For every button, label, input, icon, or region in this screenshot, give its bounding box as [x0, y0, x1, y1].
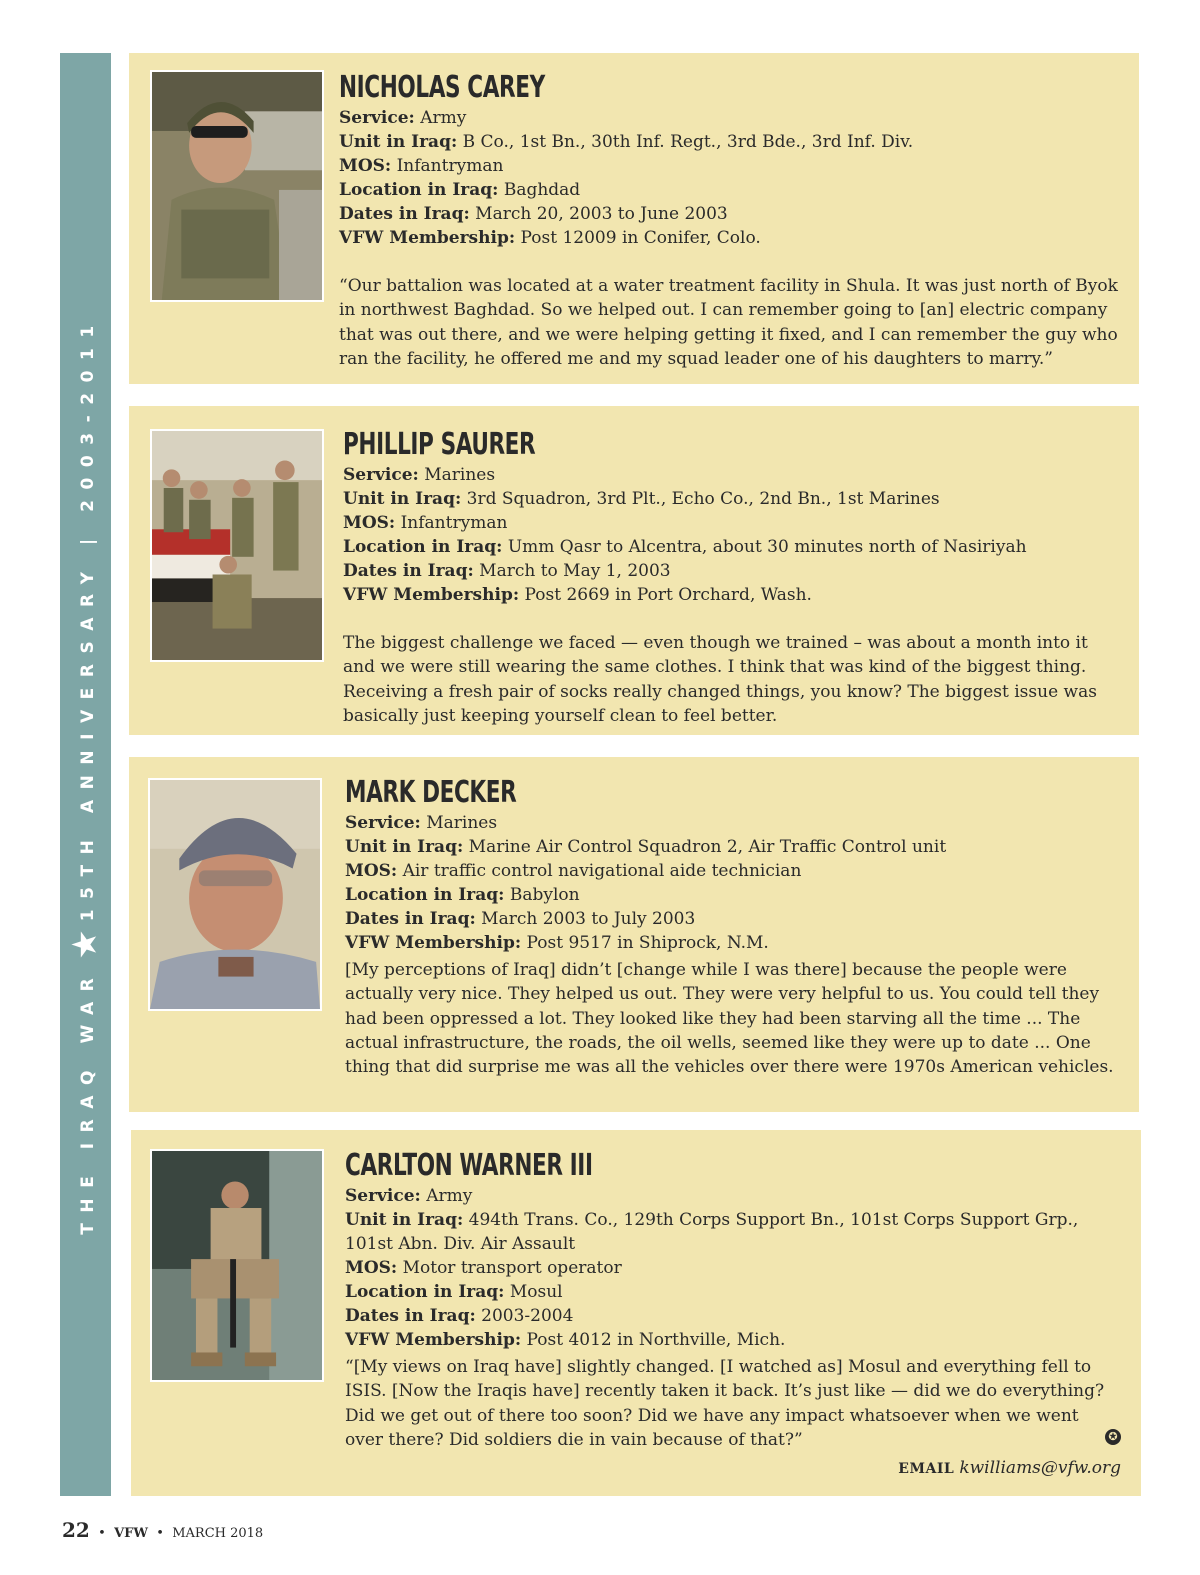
veteran-photo-carey: [150, 70, 324, 302]
veteran-quote: “Our battalion was located at a water treatment facility in Shula. It was just north of Byok in northwest Baghdad. So we helped out. I can remember going to [an] electric company that was out there, and we were helping getting it fixed, and I can remember the guy who ran the facility, he offered me and my squad leader one of his daughters to marry.”: [339, 276, 1118, 369]
membership-label: VFW Membership:: [345, 933, 522, 953]
unit-label: Unit in Iraq:: [339, 132, 458, 152]
unit-field: [339, 130, 1119, 154]
footer-separator: •: [93, 1526, 110, 1541]
service-value: Army: [426, 1186, 473, 1206]
veteran-quote: The biggest challenge we faced — even though we trained – was about a month into it and we were still wearing the same clothes. I think that was kind of the biggest thing. Receiving a fresh pair of socks really changed things, you know? The biggest issue was basically just keeping yourself clean to feel better.: [343, 633, 1097, 726]
location-field: [345, 883, 1119, 907]
service-field: [343, 463, 1119, 487]
sidebar-title-part2: 15TH ANNIVERSARY | 2003-2011: [78, 315, 98, 922]
membership-field: [343, 583, 1119, 607]
service-label: Service:: [345, 813, 421, 833]
dates-label: Dates in Iraq:: [345, 909, 476, 929]
location-label: Location in Iraq:: [343, 537, 503, 557]
membership-value: Post 12009 in Conifer, Colo.: [520, 228, 761, 248]
dates-field: [345, 907, 1119, 931]
dates-label: Dates in Iraq:: [345, 1306, 476, 1326]
location-label: Location in Iraq:: [345, 1282, 505, 1302]
veteran-name: PHILLIP SAURER: [343, 427, 536, 462]
unit-label: Unit in Iraq:: [345, 837, 464, 857]
mos-field: [345, 1256, 1121, 1280]
membership-label: VFW Membership:: [345, 1330, 522, 1350]
veteran-card-warner: [131, 1130, 1141, 1496]
dates-label: Dates in Iraq:: [339, 204, 470, 224]
issue-date: MARCH 2018: [172, 1526, 264, 1541]
membership-label: VFW Membership:: [343, 585, 520, 605]
unit-value: 494th Trans. Co., 129th Corps Support Bn., 101st Corps Support Grp., 101st Abn. Div. Air Assault: [345, 1210, 1079, 1254]
mos-field: [343, 511, 1119, 535]
service-value: Marines: [424, 465, 496, 485]
location-field: [339, 178, 1119, 202]
veteran-name: MARK DECKER: [345, 775, 517, 810]
dates-field: [343, 559, 1119, 583]
magazine-brand: VFW: [114, 1526, 148, 1541]
dates-value: March to May 1, 2003: [479, 561, 671, 581]
veteran-quote: [My perceptions of Iraq] didn’t [change while I was there] because the people were actually very nice. They helped us out. They were very helpful to us. You could tell they had been oppressed a lot. They looked like they had been starving all the time ... The actual infrastructure, the roads, the oil wells, seemed like they were up to date ... One thing that did surprise me was all the vehicles over there were 1970s American vehicles.: [345, 960, 1114, 1078]
service-field: [345, 811, 1119, 835]
veteran-info-decker: [345, 775, 1119, 1079]
location-value: Mosul: [509, 1282, 563, 1302]
service-label: Service:: [343, 465, 419, 485]
membership-label: VFW Membership:: [339, 228, 516, 248]
footer-separator: •: [152, 1526, 169, 1541]
membership-value: Post 2669 in Port Orchard, Wash.: [524, 585, 812, 605]
mos-label: MOS:: [345, 1258, 398, 1278]
membership-value: Post 4012 in Northville, Mich.: [526, 1330, 786, 1350]
membership-field: [339, 226, 1119, 250]
unit-label: Unit in Iraq:: [345, 1210, 464, 1230]
unit-value: B Co., 1st Bn., 30th Inf. Regt., 3rd Bde., 3rd Inf. Div.: [462, 132, 914, 152]
section-sidebar-title: [65, 315, 105, 1234]
veteran-photo-decker: [148, 778, 322, 1011]
veteran-info-saurer: [343, 427, 1119, 728]
unit-value: 3rd Squadron, 3rd Plt., Echo Co., 2nd Bn., 1st Marines: [466, 489, 940, 509]
contact-email: [898, 1458, 1121, 1478]
mos-label: MOS:: [339, 156, 392, 176]
veteran-quote: “[My views on Iraq have] slightly changed. [I watched as] Mosul and everything fell to ISIS. [Now the Iraqis have] recently taken it back. It’s just like — did we do everything? Did we get out of there too soon? Did we have any impact whatsoever when we went over there? Did soldiers die in vain because of that?”: [345, 1357, 1105, 1450]
service-field: [345, 1184, 1121, 1208]
location-value: Baghdad: [503, 180, 581, 200]
membership-value: Post 9517 in Shiprock, N.M.: [526, 933, 769, 953]
veteran-photo-saurer: [150, 429, 324, 662]
dates-value: March 2003 to July 2003: [481, 909, 696, 929]
location-label: Location in Iraq:: [339, 180, 499, 200]
location-field: [343, 535, 1119, 559]
unit-field: [345, 835, 1119, 859]
dates-value: 2003-2004: [481, 1306, 574, 1326]
service-label: Service:: [339, 108, 415, 128]
location-value: Babylon: [509, 885, 580, 905]
sidebar-title-part1: THE IRAQ WAR: [78, 967, 98, 1235]
veteran-card-saurer: [129, 406, 1139, 735]
unit-field: [343, 487, 1119, 511]
mos-value: Motor transport operator: [402, 1258, 622, 1278]
veteran-info-warner: [345, 1148, 1121, 1452]
unit-label: Unit in Iraq:: [343, 489, 462, 509]
location-field: [345, 1280, 1121, 1304]
email-label: EMAIL: [898, 1461, 955, 1477]
page-number: 22: [62, 1518, 90, 1542]
end-star-icon: ✪: [1105, 1429, 1121, 1445]
unit-value: Marine Air Control Squadron 2, Air Traffic Control unit: [468, 837, 947, 857]
mos-field: [339, 154, 1119, 178]
mos-label: MOS:: [343, 513, 396, 533]
unit-field: [345, 1208, 1121, 1256]
dates-value: March 20, 2003 to June 2003: [475, 204, 728, 224]
dates-field: [345, 1304, 1121, 1328]
mos-value: Infantryman: [396, 156, 504, 176]
service-field: [339, 106, 1119, 130]
veteran-name: NICHOLAS CAREY: [339, 70, 545, 105]
veteran-card-carey: [129, 53, 1139, 384]
veteran-info-carey: [339, 70, 1119, 371]
dates-label: Dates in Iraq:: [343, 561, 474, 581]
page-footer: [62, 1518, 263, 1542]
location-value: Umm Qasr to Alcentra, about 30 minutes north of Nasiriyah: [507, 537, 1027, 557]
veteran-name: CARLTON WARNER III: [345, 1148, 593, 1183]
service-value: Marines: [426, 813, 498, 833]
star-icon: ★: [65, 929, 105, 960]
veteran-card-decker: [129, 757, 1139, 1112]
service-label: Service:: [345, 1186, 421, 1206]
service-value: Army: [420, 108, 467, 128]
email-address-link[interactable]: kwilliams@vfw.org: [959, 1458, 1121, 1478]
membership-field: [345, 1328, 1121, 1352]
veteran-photo-warner: [150, 1149, 324, 1382]
dates-field: [339, 202, 1119, 226]
membership-field: [345, 931, 1119, 955]
mos-value: Air traffic control navigational aide technician: [402, 861, 802, 881]
location-label: Location in Iraq:: [345, 885, 505, 905]
mos-label: MOS:: [345, 861, 398, 881]
mos-field: [345, 859, 1119, 883]
mos-value: Infantryman: [400, 513, 508, 533]
